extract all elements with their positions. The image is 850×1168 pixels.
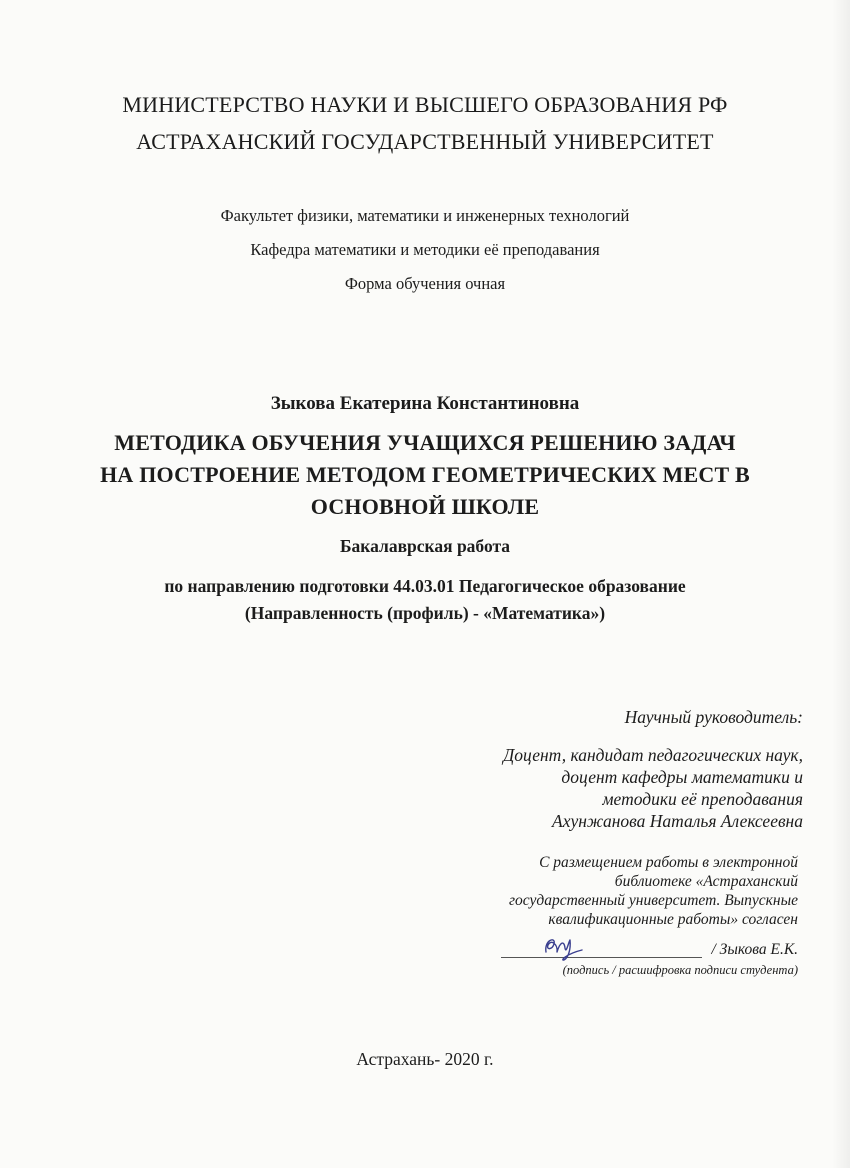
supervisor-label: Научный руководитель: bbox=[624, 707, 803, 727]
signature-line bbox=[501, 957, 702, 958]
agreement-line-2: библиотеке «Астраханский bbox=[614, 873, 798, 890]
thesis-title-line-1: МЕТОДИКА ОБУЧЕНИЯ УЧАЩИХСЯ РЕШЕНИЮ ЗАДАЧ bbox=[114, 430, 736, 455]
handwritten-signature bbox=[538, 930, 588, 962]
signature-caption: (подпись / расшифровка подписи студента) bbox=[562, 963, 798, 977]
direction-line-1: по направлению подготовки 44.03.01 Педагогическое образование bbox=[164, 576, 686, 596]
ministry-name: МИНИСТЕРСТВО НАУКИ И ВЫСШЕГО ОБРАЗОВАНИЯ РФ bbox=[122, 92, 728, 117]
university-name: АСТРАХАНСКИЙ ГОСУДАРСТВЕННЫЙ УНИВЕРСИТЕТ bbox=[136, 129, 714, 154]
author-name: Зыкова Екатерина Константиновна bbox=[270, 393, 580, 414]
supervisor-line-3: методики её преподавания bbox=[602, 789, 803, 809]
supervisor-name: Ахунжанова Наталья Алексеевна bbox=[552, 811, 803, 831]
city-year: Астрахань- 2020 г. bbox=[356, 1049, 494, 1069]
supervisor-line-2: доцент кафедры математики и bbox=[561, 767, 803, 787]
faculty-name: Факультет физики, математики и инженерных технологий bbox=[220, 206, 630, 225]
work-type: Бакалаврская работа bbox=[339, 536, 511, 556]
thesis-title-line-3: ОСНОВНОЙ ШКОЛЕ bbox=[310, 494, 540, 519]
department-name: Кафедра математики и методики её преподавания bbox=[250, 240, 600, 259]
supervisor-line-1: Доцент, кандидат педагогических наук, bbox=[503, 745, 803, 765]
study-form: Форма обучения очная bbox=[344, 274, 506, 293]
agreement-line-4: квалификационные работы» согласен bbox=[548, 911, 798, 928]
agreement-line-3: государственный университет. Выпускные bbox=[508, 892, 798, 909]
direction-line-2: (Направленность (профиль) - «Математика») bbox=[244, 603, 606, 623]
signature-name: / Зыкова Е.К. bbox=[711, 941, 798, 958]
signature-row bbox=[498, 940, 798, 962]
agreement-line-1: С размещением работы в электронной bbox=[539, 854, 798, 871]
thesis-title-line-2: НА ПОСТРОЕНИЕ МЕТОДОМ ГЕОМЕТРИЧЕСКИХ МЕСТ В bbox=[100, 462, 750, 487]
